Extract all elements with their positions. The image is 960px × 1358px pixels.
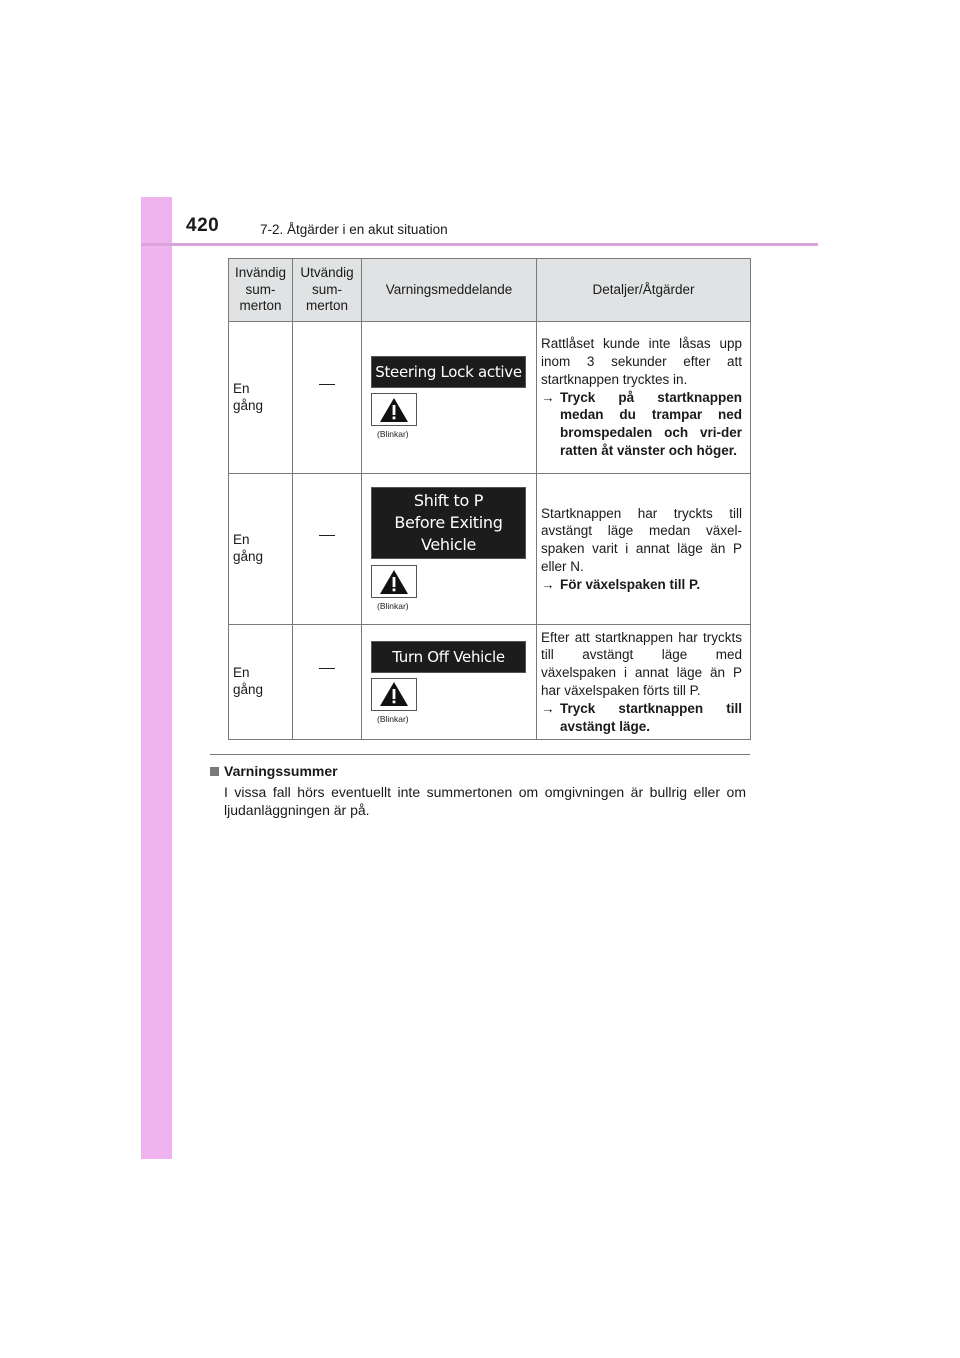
details-cell [537,625,751,740]
action-text: Tryck på startknappen medan du trampar ned bromspedalen och vri-der ratten åt vänster och höger. [560,389,742,458]
header-rule [141,243,818,246]
header-warning-message: Varningsmeddelande [362,259,537,322]
section-title: 7-2. Åtgärder i en akut situation [260,222,448,237]
warning-triangle-icon [379,569,409,595]
square-bullet-icon [210,767,219,776]
internal-buzzer-cell: En gång [229,322,293,474]
arrow-icon: → [541,576,555,592]
action-item [541,389,742,460]
arrow-icon: → [541,700,555,716]
header-external-buzzer: Utvändig sum- merton [293,259,362,322]
blink-label: (Blinkar) [377,601,409,611]
master-warning-light [371,678,417,711]
header-internal-buzzer: Invändig sum- merton [229,259,293,322]
display-message: Turn Off Vehicle [371,641,526,673]
warning-message-cell [362,474,537,625]
warning-table [228,258,751,740]
section-divider [210,754,750,755]
detail-text: Efter att startknappen har tryckts till avstängt läge med växelspaken i annat läge än P har växelspaken förts till P. [541,629,742,698]
display-message: Steering Lock active [371,356,526,388]
em-dash [319,384,335,385]
note-title-text: Varningssummer [224,763,338,779]
table-row [229,474,751,625]
table-row [229,625,751,740]
em-dash [319,535,335,536]
internal-buzzer-cell: En gång [229,474,293,625]
warning-message-cell [362,322,537,474]
em-dash [319,668,335,669]
master-warning-light [371,393,417,426]
detail-text: Startknappen har tryckts till avstängt läge medan växel-spaken varit i annat läge än P eller N. [541,505,742,574]
external-buzzer-cell [293,474,362,625]
details-cell [537,322,751,474]
display-message: Shift to P Before Exiting Vehicle [371,487,526,559]
action-text: Tryck startknappen till avstängt läge. [560,700,742,734]
external-buzzer-cell [293,322,362,474]
details-cell [537,474,751,625]
warning-message-cell [362,625,537,740]
arrow-icon: → [541,389,555,405]
blink-label: (Blinkar) [377,429,409,439]
warning-triangle-icon [379,681,409,707]
action-item [541,700,742,736]
detail-text: Rattlåset kunde inte låsas upp inom 3 sekunder efter att startknappen trycktes in. [541,336,742,387]
table-header-row [229,259,751,322]
action-item [541,576,742,594]
table-row [229,322,751,474]
note-heading [210,763,338,779]
master-warning-light [371,565,417,598]
header-details-actions: Detaljer/Åtgärder [537,259,751,322]
warning-triangle-icon [379,397,409,423]
action-text: För växelspaken till P. [560,576,701,592]
side-color-band [141,197,172,1159]
page-number: 420 [186,215,220,236]
blink-label: (Blinkar) [377,713,409,724]
external-buzzer-cell [293,625,362,740]
note-body: I vissa fall hörs eventuellt inte summertonen om omgivningen är bullrig eller om ljudanläggningen är på. [224,784,746,818]
internal-buzzer-cell: En gång [229,625,293,740]
